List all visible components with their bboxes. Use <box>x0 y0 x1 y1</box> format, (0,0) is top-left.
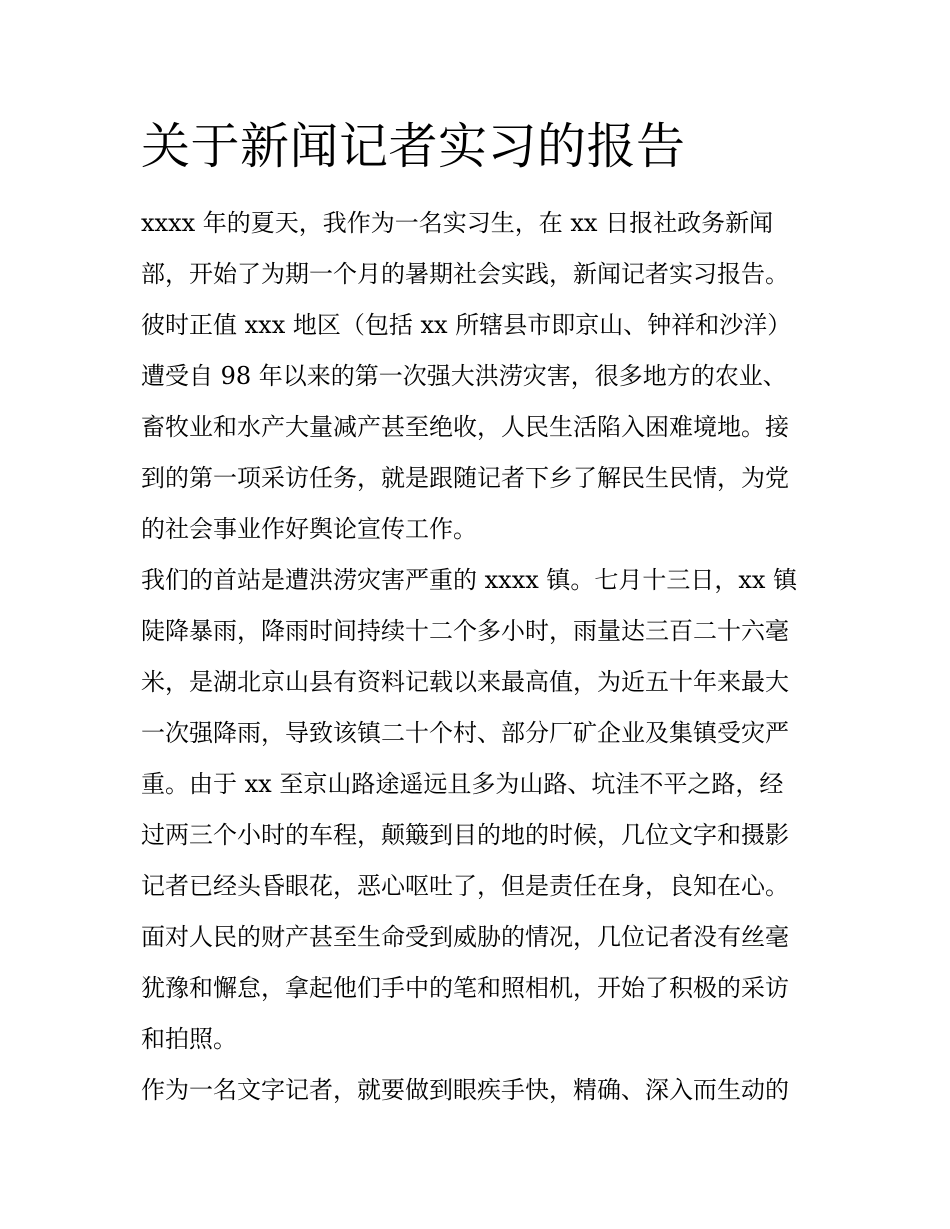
paragraph-line: 陡降暴雨，降雨时间持续十二个多小时，雨量达三百二十六毫 <box>141 617 789 645</box>
paragraph-line: 和拍照。 <box>141 1025 237 1053</box>
paragraph-line: 的社会事业作好舆论宣传工作。 <box>141 515 477 543</box>
paragraph-line: 到的第一项采访任务，就是跟随记者下乡了解民生民情，为党 <box>141 464 789 492</box>
paragraph-line: 米，是湖北京山县有资料记载以来最高值，为近五十年来最大 <box>141 668 789 696</box>
paragraph-line: 作为一名文字记者，就要做到眼疾手快，精确、深入而生动的 <box>141 1076 789 1104</box>
paragraph-2 <box>141 555 816 1065</box>
paragraph-line: 过两三个小时的车程，颠簸到目的地的时候，几位文字和摄影 <box>141 821 789 849</box>
paragraph-line: 记者已经头昏眼花，恶心呕吐了，但是责任在身，良知在心。 <box>141 872 789 900</box>
paragraph-line: 犹豫和懈怠，拿起他们手中的笔和照相机，开始了积极的采访 <box>141 974 789 1002</box>
paragraph-1 <box>141 198 816 555</box>
paragraph-line: 畜牧业和水产大量减产甚至绝收，人民生活陷入困难境地。接 <box>141 413 789 441</box>
paragraph-line: xxxx 年的夏天，我作为一名实习生，在 xx 日报社政务新闻 <box>141 209 774 237</box>
paragraph-line: 一次强降雨，导致该镇二十个村、部分厂矿企业及集镇受灾严 <box>141 719 789 747</box>
paragraph-line: 重。由于 xx 至京山路途遥远且多为山路、坑洼不平之路，经 <box>141 770 784 798</box>
document-body <box>141 112 816 1116</box>
paragraph-line: 遭受自 98 年以来的第一次强大洪涝灾害，很多地方的农业、 <box>141 362 787 390</box>
paragraph-line: 彼时正值 xxx 地区（包括 xx 所辖县市即京山、钟祥和沙洋） <box>141 311 792 339</box>
paragraph-3 <box>141 1065 816 1116</box>
paragraph-line: 部，开始了为期一个月的暑期社会实践，新闻记者实习报告。 <box>141 260 789 288</box>
paragraph-line: 我们的首站是遭洪涝灾害严重的 xxxx 镇。七月十三日，xx 镇 <box>141 566 798 594</box>
document-title: 关于新闻记者实习的报告 <box>141 118 686 175</box>
paragraph-line: 面对人民的财产甚至生命受到威胁的情况，几位记者没有丝毫 <box>141 923 789 951</box>
